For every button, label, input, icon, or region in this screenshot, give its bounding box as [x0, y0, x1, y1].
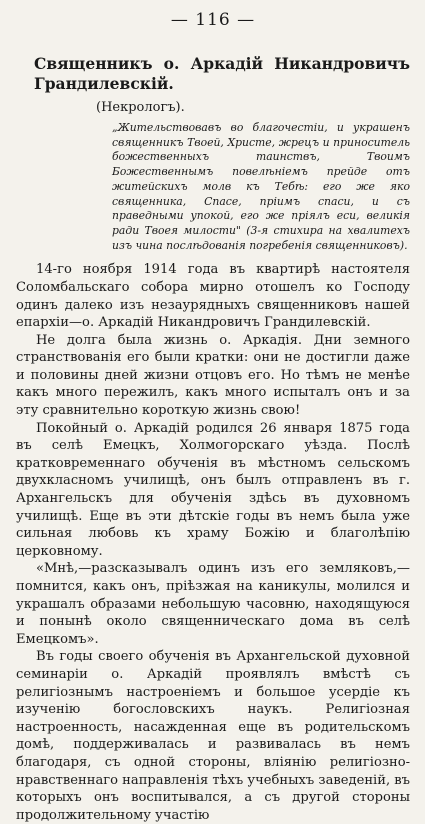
body-paragraph-3: Покойный о. Аркадій родился 26 января 1875 года въ селѣ Емецкъ, Холмогорскаго уѣзда. Послѣ кратковременнаго обученія въ мѣстномъ сельскомъ двухкласномъ училищѣ, онъ былъ отправленъ въ г. Архангельскъ для обученія здѣсь въ духовномъ училищѣ. Еще въ эти дѣтскіе годы въ немъ была уже сильная любовь къ храму Божію и благолѣпію церковному.	[16, 420, 410, 559]
body-paragraph-5: Въ годы своего обученія въ Архангельской духовной семинаріи о. Аркадій проявлялъ вмѣстѣ съ религіознымъ настроеніемъ и большое усердіе къ изученію богословскихъ наукъ. Религіозная настроенность, насажденная еще въ родительскомъ домѣ, поддерживалась и развивалась въ немъ благодаря, съ одной стороны, вліянію религіозно-нравственнаго направленія тѣхъ учебныхъ заведеній, въ которыхъ онъ воспитывался, а съ другой стороны продолжительному участію	[16, 649, 410, 823]
article-title: Священникъ о. Аркадій Никандровичъ Грандилевскій.	[34, 54, 410, 93]
document-page	[16, 10, 410, 824]
page-number: — 116 —	[170, 10, 256, 30]
body-paragraph-2: Не долга была жизнь о. Аркадія. Дни земного странствованія его были кратки: они не достигли даже и половины дней жизни отцовъ его. Но тѣмъ не менѣе какъ много пережилъ, какъ много испыталъ онъ и за эту сравнительно короткую жизнь свою!	[16, 332, 410, 419]
body-paragraph-1: 14-го ноября 1914 года въ квартирѣ настоятеля Соломбальскаго собора мирно отошелъ ко Господу одинъ далеко изъ незаурядныхъ священниковъ нашей епархіи—о. Аркадій Никандровичъ Грандилевскій.	[16, 262, 410, 331]
epigraph: „Жительствовавъ во благочестіи, и украшенъ священникъ Твоей, Христе, жрецъ и приноситель божественныхъ таинствъ, Твоимъ Божественнымъ повелѣніемъ прейде отъ житейскихъ молв къ Тебѣ: его же яко священника, Спасе, пріимъ спаси, и съ праведными упокой, его же пріялъ еси, великія ради Твоея милости" (3-я стихира на хвалитехъ изъ чина послѣдованія погребенія священниковъ).	[112, 121, 410, 252]
article-subtitle: (Некрологъ).	[96, 100, 185, 115]
body-paragraph-4: «Мнѣ,—разсказывалъ одинъ изъ его земляковъ,—помнится, какъ онъ, пріѣзжая на каникулы, молился и украшалъ образами небольшую часовню, находящуюся и понынѣ около священническаго дома въ селѣ Емецкомъ».	[16, 561, 410, 647]
